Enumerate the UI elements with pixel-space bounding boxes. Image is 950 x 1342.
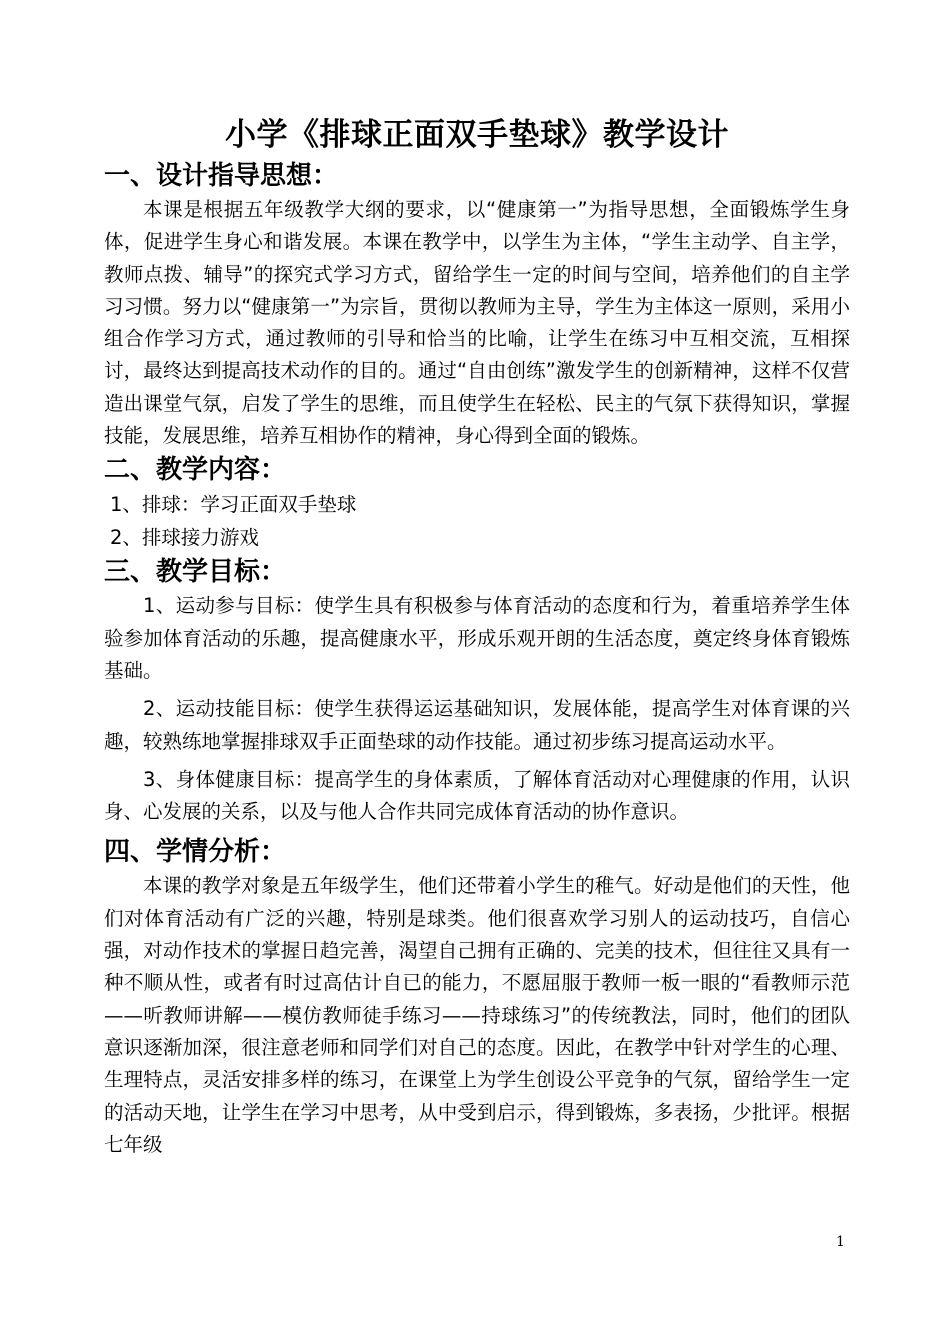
goal-skill: 2、运动技能目标：使学生获得运运基础知识，发展体能，提高学生对体育课的兴趣，较熟练地掌握排球双手正面垫球的动作技能。通过初步练习提高运动水平。 [104, 697, 850, 753]
section-design-philosophy [104, 158, 850, 452]
section-heading: 三、教学目标： [104, 557, 287, 588]
section-paragraph: 本课是根据五年级教学大纲的要求，以“健康第一”为指导思想，全面锻炼学生身体，促进学生身心和谐发展。本课在教学中，以学生为主体，“学生主动学、自主学，教师点拨、辅导”的探究式学习方式，留给学生一定的时间与空间，培养他们的自主学习习惯。努力以“健康第一”为宗旨，贯彻以教师为主导，学生为主体这一原则，采用小组合作学习方式，通过教师的引导和恰当的比喻，让学生在练习中互相交流，互相探讨，最终达到提高技术动作的目的。通过“自由创练”激发学生的创新精神，这样不仅营造出课堂气氛，启发了学生的思维，而且使学生在轻松、民主的气氛下获得知识，掌握技能，发展思维，培养互相协作的精神，身心得到全面的锻炼。 [104, 198, 850, 448]
section-teaching-content [104, 452, 850, 554]
goal-health: 3、身体健康目标：提高学生的身体素质，了解体育活动对心理健康的作用，认识身、心发展的关系，以及与他人合作共同完成体育活动的协作意识。 [104, 767, 850, 824]
page-number: 1 [836, 1234, 845, 1250]
section-student-analysis [104, 834, 850, 1161]
section-heading: 一、设计指导思想： [104, 161, 339, 191]
section-teaching-goals [104, 554, 850, 828]
section-heading: 二、教学内容： [104, 455, 287, 486]
goal-participation: 1、运动参与目标：使学生具有积极参与体育活动的态度和行为，着重培养学生体验参加体育活动的乐趣，提高健康水平，形成乐观开朗的生活态度，奠定终身体育锻炼基础。 [104, 594, 850, 682]
document-body [104, 112, 850, 1161]
document-title: 小学《排球正面双手垫球》教学设计 [225, 117, 729, 153]
list-item: 2、排球接力游戏 [110, 526, 259, 550]
section-heading: 四、学情分析： [104, 837, 287, 868]
list-item: 1、排球：学习正面双手垫球 [110, 493, 357, 517]
section-paragraph: 本课的教学对象是五年级学生，他们还带着小学生的稚气。好动是他们的天性，他们对体育活动有广泛的兴趣，特别是球类。他们很喜欢学习别人的运动技巧，自信心强，对动作技术的掌握日趋完善，渴望自己拥有正确的、完美的技术，但往往又具有一种不顺从性，或者有时过高估计自已的能力，不愿屈服于教师一板一眼的“看教师示范——听教师讲解——模仿教师徒手练习——持球练习”的传统教法，同时，他们的团队意识逐渐加深，很注意老师和同学们对自己的态度。因此，在教学中针对学生的心理、生理特点，灵活安排多样的练习，在课堂上为学生创设公平竞争的气氛，留给学生一定的活动天地，让学生在学习中思考，从中受到启示，得到锻炼，多表扬，少批评。根据七年级 [104, 874, 850, 1156]
